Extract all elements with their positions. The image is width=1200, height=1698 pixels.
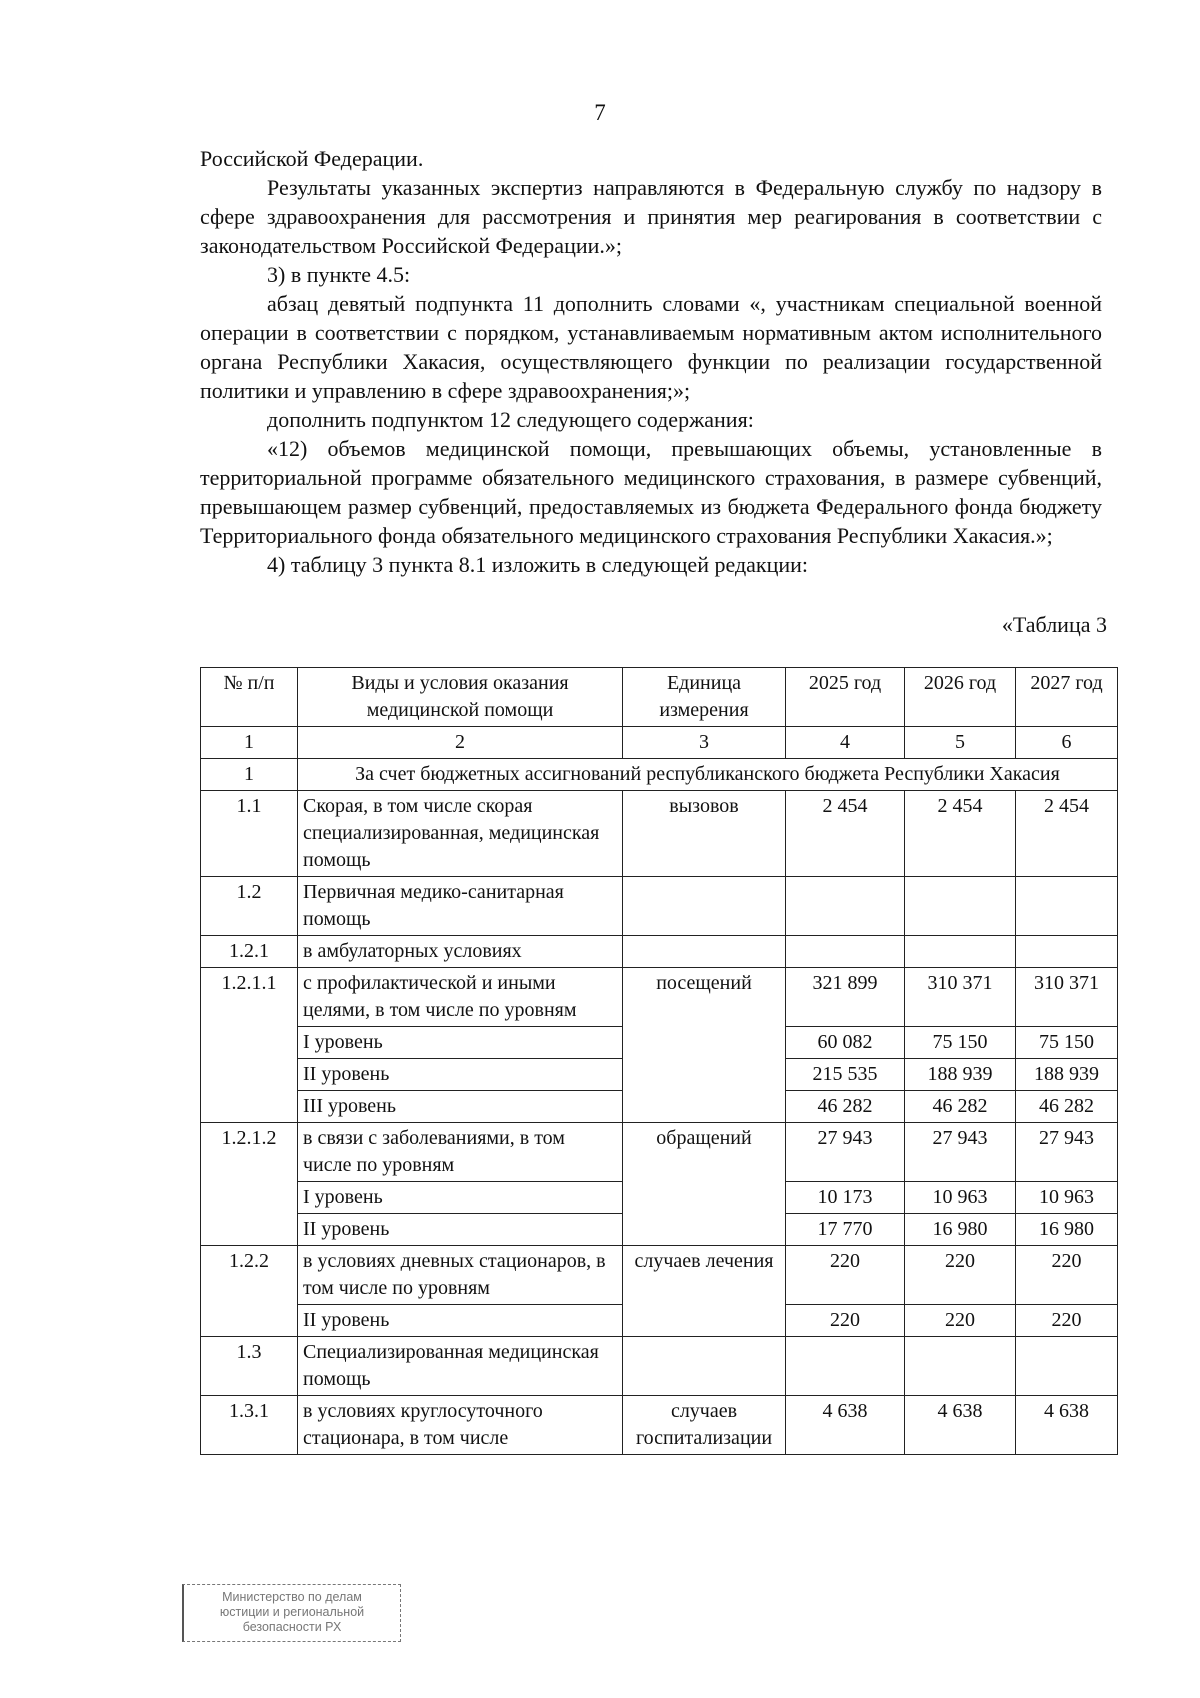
column-number: 4 (786, 727, 905, 759)
value-2027: 220 (1016, 1305, 1118, 1337)
paragraph: Результаты указанных экспертиз направляются в Федеральную службу по надзору в сфере здравоохранения для рассмотрения и принятия мер реагирования в соответствии с законодательством Российской Федерации.»; (200, 175, 1102, 258)
row-unit: случаев лечения (623, 1246, 786, 1337)
row-number: 1.3.1 (201, 1396, 298, 1455)
value-2025: 215 535 (786, 1059, 905, 1091)
value-2027: 75 150 (1016, 1027, 1118, 1059)
table-row (201, 968, 1118, 1027)
row-name: Специализированная медицинская помощь (298, 1337, 623, 1396)
paragraph: «12) объемов медицинской помощи, превышающих объемы, установленные в территориальной программе обязательного медицинского страхования, в размере субвенций, превышающем размер субвенций, предоставляемых из бюджета Федерального фонда бюджету Территориального фонда обязательного медицинского страхования Республики Хакасия.»; (200, 436, 1102, 548)
value-2027: 10 963 (1016, 1182, 1118, 1214)
header-cell: 2025 год (786, 668, 905, 727)
value-2027: 27 943 (1016, 1123, 1118, 1182)
value-2027: 188 939 (1016, 1059, 1118, 1091)
section-row (201, 759, 1118, 791)
body-text (200, 144, 1102, 579)
paragraph: 4) таблицу 3 пункта 8.1 изложить в следующей редакции: (267, 552, 809, 577)
value-2025: 220 (786, 1246, 905, 1305)
header-cell: № п/п (201, 668, 298, 727)
value-2027: 16 980 (1016, 1214, 1118, 1246)
row-name: в амбулаторных условиях (298, 936, 623, 968)
paragraph: 3) в пункте 4.5: (267, 262, 411, 287)
value-2026: 10 963 (905, 1182, 1016, 1214)
section-number: 1 (201, 759, 298, 791)
row-number: 1.3 (201, 1337, 298, 1396)
value-2026: 4 638 (905, 1396, 1016, 1455)
value-2026: 310 371 (905, 968, 1016, 1027)
value-2027: 310 371 (1016, 968, 1118, 1027)
table-row (201, 1396, 1118, 1455)
value-2027 (1016, 936, 1118, 968)
value-2027: 220 (1016, 1246, 1118, 1305)
stamp-line: юстиции и региональной (219, 1605, 365, 1619)
value-2026: 220 (905, 1246, 1016, 1305)
table-row (201, 1246, 1118, 1305)
value-2026 (905, 1337, 1016, 1396)
row-number: 1.2.1.2 (201, 1123, 298, 1246)
paragraph: Российской Федерации. (200, 146, 424, 171)
row-number: 1.2 (201, 877, 298, 936)
row-name: II уровень (298, 1214, 623, 1246)
value-2026: 2 454 (905, 791, 1016, 877)
row-name: с профилактической и иными целями, в том числе по уровням (298, 968, 623, 1027)
value-2025 (786, 877, 905, 936)
page-number: 7 (594, 100, 606, 125)
value-2025: 27 943 (786, 1123, 905, 1182)
value-2026: 188 939 (905, 1059, 1016, 1091)
row-name: II уровень (298, 1059, 623, 1091)
value-2025: 46 282 (786, 1091, 905, 1123)
row-unit: обращений (623, 1123, 786, 1246)
row-name: в условиях дневных стационаров, в том числе по уровням (298, 1246, 623, 1305)
registration-stamp (182, 1584, 401, 1642)
row-unit: случаев госпитализации (623, 1396, 786, 1455)
column-number: 6 (1016, 727, 1118, 759)
value-2027 (1016, 1337, 1118, 1396)
table-row (201, 1337, 1118, 1396)
value-2026: 16 980 (905, 1214, 1016, 1246)
row-number: 1.2.1 (201, 936, 298, 968)
header-cell: Виды и условия оказания медицинской помощи (298, 668, 623, 727)
header-cell: 2027 год (1016, 668, 1118, 727)
stamp-line: Министерство по делам (222, 1590, 362, 1604)
row-name: Первичная медико-санитарная помощь (298, 877, 623, 936)
row-number: 1.2.2 (201, 1246, 298, 1337)
column-number: 2 (298, 727, 623, 759)
value-2026 (905, 877, 1016, 936)
row-name: I уровень (298, 1027, 623, 1059)
row-name: III уровень (298, 1091, 623, 1123)
table-row (201, 877, 1118, 936)
row-unit (623, 1337, 786, 1396)
value-2025: 60 082 (786, 1027, 905, 1059)
table-row (201, 1123, 1118, 1182)
value-2026: 220 (905, 1305, 1016, 1337)
row-name: в связи с заболеваниями, в том числе по уровням (298, 1123, 623, 1182)
value-2027: 2 454 (1016, 791, 1118, 877)
column-number: 3 (623, 727, 786, 759)
value-2027 (1016, 877, 1118, 936)
value-2025 (786, 936, 905, 968)
value-2026: 75 150 (905, 1027, 1016, 1059)
row-unit (623, 877, 786, 936)
row-name: I уровень (298, 1182, 623, 1214)
value-2025: 321 899 (786, 968, 905, 1027)
volumes-table (200, 667, 1118, 1455)
column-number: 5 (905, 727, 1016, 759)
row-name: II уровень (298, 1305, 623, 1337)
value-2027: 46 282 (1016, 1091, 1118, 1123)
column-number-row (201, 727, 1118, 759)
value-2025: 220 (786, 1305, 905, 1337)
column-number: 1 (201, 727, 298, 759)
row-number: 1.2.1.1 (201, 968, 298, 1123)
table-header-row (201, 668, 1118, 727)
table-row (201, 936, 1118, 968)
value-2025: 10 173 (786, 1182, 905, 1214)
row-number: 1.1 (201, 791, 298, 877)
section-title: За счет бюджетных ассигнований республиканского бюджета Республики Хакасия (298, 759, 1118, 791)
value-2026: 46 282 (905, 1091, 1016, 1123)
row-unit (623, 936, 786, 968)
header-cell: Единица измерения (623, 668, 786, 727)
row-unit: вызовов (623, 791, 786, 877)
paragraph: дополнить подпунктом 12 следующего содержания: (267, 407, 754, 432)
row-name: в условиях круглосуточного стационара, в том числе (298, 1396, 623, 1455)
value-2025: 4 638 (786, 1396, 905, 1455)
value-2027: 4 638 (1016, 1396, 1118, 1455)
value-2026 (905, 936, 1016, 968)
table-caption: «Таблица 3 (1001, 612, 1107, 637)
value-2026: 27 943 (905, 1123, 1016, 1182)
value-2025 (786, 1337, 905, 1396)
row-name: Скорая, в том числе скорая специализированная, медицинская помощь (298, 791, 623, 877)
table-row (201, 791, 1118, 877)
value-2025: 17 770 (786, 1214, 905, 1246)
stamp-line: безопасности РХ (242, 1620, 342, 1634)
value-2025: 2 454 (786, 791, 905, 877)
row-unit: посещений (623, 968, 786, 1123)
paragraph: абзац девятый подпункта 11 дополнить словами «, участникам специальной военной операции в соответствии с порядком, устанавливаемым нормативным актом исполнительного органа Республики Хакасия, осуществляющего функции по реализации государственной политики и управлению в сфере здравоохранения;»; (200, 291, 1102, 403)
header-cell: 2026 год (905, 668, 1016, 727)
